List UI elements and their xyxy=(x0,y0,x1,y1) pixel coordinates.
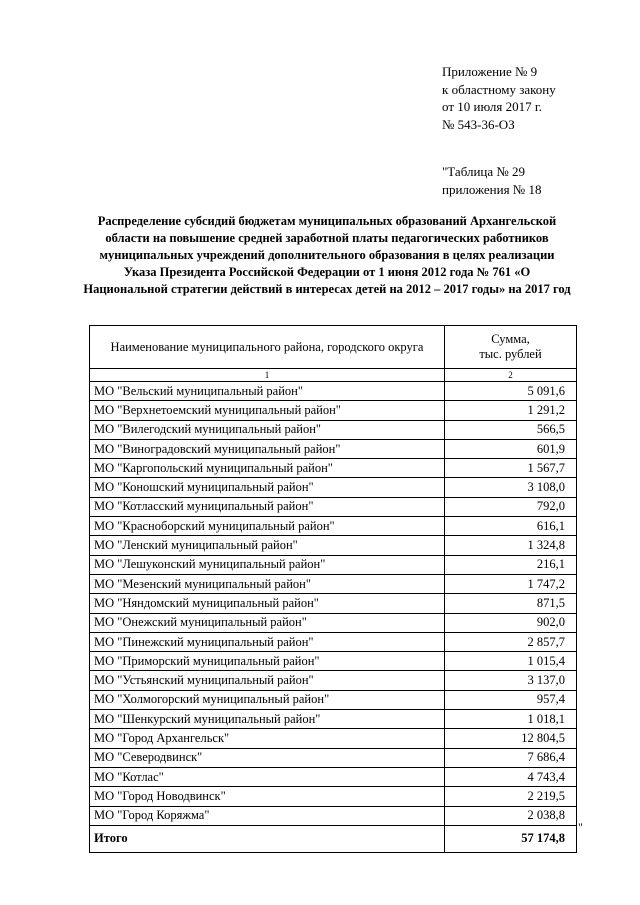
municipality-name: МО "Приморский муниципальный район" xyxy=(90,652,445,671)
appendix-line: от 10 июля 2017 г. xyxy=(442,99,542,114)
header-sum-line: Сумма, xyxy=(491,332,530,346)
subsidy-amount: 1 291,2 xyxy=(445,401,577,420)
subsidy-amount: 2 038,8 xyxy=(445,806,577,825)
subsidy-amount: 601,9 xyxy=(445,439,577,458)
header-name-cell: Наименование муниципального района, городского округа xyxy=(90,326,445,369)
subsidy-amount: 7 686,4 xyxy=(445,748,577,767)
municipality-name: МО "Город Новодвинск" xyxy=(90,787,445,806)
municipality-name: МО "Онежский муниципальный район" xyxy=(90,613,445,632)
municipality-name: МО "Красноборский муниципальный район" xyxy=(90,517,445,536)
municipality-name: МО "Холмогорский муниципальный район" xyxy=(90,690,445,709)
table-row xyxy=(90,710,577,729)
column-number-row xyxy=(90,369,577,382)
appendix-line: к областному закону xyxy=(442,81,556,97)
municipality-name: МО "Виноградовский муниципальный район" xyxy=(90,439,445,458)
table-body xyxy=(90,382,577,826)
subsidy-table xyxy=(89,325,577,853)
subsidy-amount: 3 137,0 xyxy=(445,671,577,690)
subsidy-amount: 12 804,5 xyxy=(445,729,577,748)
subsidy-amount: 216,1 xyxy=(445,555,577,574)
table-row xyxy=(90,420,577,439)
table-row xyxy=(90,613,577,632)
municipality-name: МО "Мезенский муниципальный район" xyxy=(90,574,445,593)
municipality-name: МО "Ленский муниципальный район" xyxy=(90,536,445,555)
municipality-name: МО "Котлас" xyxy=(90,767,445,786)
municipality-name: МО "Вельский муниципальный район" xyxy=(90,382,445,401)
table-row xyxy=(90,748,577,767)
document-title: Распределение субсидий бюджетам муниципальных образований Архангельской области на повышение средней заработной платы педагогических работников муниципальных учреждений дополнительного образования в целях реализации Указа Президента Российской Федерации от 1 июня 2012 года № 761 «О Национальной стратегии действий в интересах детей на 2012 – 2017 годы» на 2017 год xyxy=(83,214,571,296)
municipality-name: МО "Каргопольский муниципальный район" xyxy=(90,459,445,478)
table-row xyxy=(90,729,577,748)
table-row xyxy=(90,806,577,825)
municipality-name: МО "Северодвинск" xyxy=(90,748,445,767)
subsidy-amount: 4 743,4 xyxy=(445,767,577,786)
column-number: 2 xyxy=(445,369,577,382)
subsidy-amount: 1 567,7 xyxy=(445,459,577,478)
municipality-name: МО "Вилегодский муниципальный район" xyxy=(90,420,445,439)
appendix-note xyxy=(442,63,556,133)
total-amount: 57 174,8 xyxy=(445,825,577,852)
table-row xyxy=(90,536,577,555)
table-row xyxy=(90,574,577,593)
column-number: 1 xyxy=(90,369,445,382)
header-sum-cell xyxy=(445,326,577,369)
table-row xyxy=(90,382,577,401)
subsidy-amount: 792,0 xyxy=(445,497,577,516)
municipality-name: МО "Няндомский муниципальный район" xyxy=(90,594,445,613)
municipality-name: МО "Котласский муниципальный район" xyxy=(90,497,445,516)
table-row xyxy=(90,690,577,709)
table-reference xyxy=(442,163,541,198)
table-row xyxy=(90,459,577,478)
appendix-line: Приложение № 9 xyxy=(442,64,538,79)
municipality-name: МО "Коношский муниципальный район" xyxy=(90,478,445,497)
table-row xyxy=(90,787,577,806)
table-row xyxy=(90,478,577,497)
total-row xyxy=(90,825,577,852)
subsidy-amount: 3 108,0 xyxy=(445,478,577,497)
table-row xyxy=(90,671,577,690)
table-row xyxy=(90,594,577,613)
subsidy-amount: 1 015,4 xyxy=(445,652,577,671)
subsidy-amount: 1 018,1 xyxy=(445,710,577,729)
municipality-name: МО "Лешуконский муниципальный район" xyxy=(90,555,445,574)
table-row xyxy=(90,555,577,574)
subsidy-amount: 5 091,6 xyxy=(445,382,577,401)
table-row xyxy=(90,497,577,516)
subsidy-amount: 1 324,8 xyxy=(445,536,577,555)
subsidy-amount: 2 857,7 xyxy=(445,632,577,651)
subsidy-amount: 871,5 xyxy=(445,594,577,613)
closing-quote: " xyxy=(578,820,583,834)
subsidy-amount: 1 747,2 xyxy=(445,574,577,593)
table-row xyxy=(90,652,577,671)
municipality-name: МО "Пинежский муниципальный район" xyxy=(90,632,445,651)
appendix-line: № 543-36-ОЗ xyxy=(442,116,515,132)
municipality-name: МО "Город Архангельск" xyxy=(90,729,445,748)
subsidy-amount: 616,1 xyxy=(445,517,577,536)
table-header-row xyxy=(90,326,577,369)
table-ref-line: приложения № 18 xyxy=(442,181,542,197)
table-ref-line: "Таблица № 29 xyxy=(442,164,526,179)
table-row xyxy=(90,439,577,458)
subsidy-amount: 957,4 xyxy=(445,690,577,709)
table-row xyxy=(90,517,577,536)
municipality-name: МО "Устьянский муниципальный район" xyxy=(90,671,445,690)
table-row xyxy=(90,401,577,420)
municipality-name: МО "Город Коряжма" xyxy=(90,806,445,825)
municipality-name: МО "Верхнетоемский муниципальный район" xyxy=(90,401,445,420)
municipality-name: МО "Шенкурский муниципальный район" xyxy=(90,710,445,729)
header-sum-line: тыс. рублей xyxy=(479,347,542,361)
table-row xyxy=(90,632,577,651)
subsidy-amount: 566,5 xyxy=(445,420,577,439)
table-row xyxy=(90,767,577,786)
subsidy-amount: 2 219,5 xyxy=(445,787,577,806)
total-label: Итого xyxy=(90,825,445,852)
subsidy-amount: 902,0 xyxy=(445,613,577,632)
